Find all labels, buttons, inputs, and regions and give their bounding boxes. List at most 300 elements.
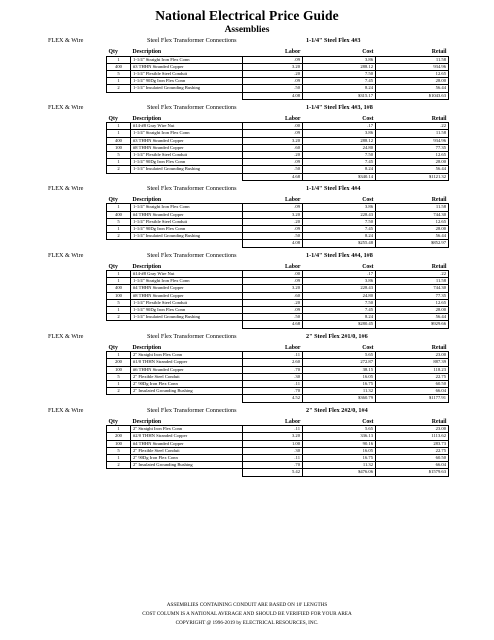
row-description: 1-1/4" Insulated Grounding Bushing [131,166,243,173]
row-description: 1-1/4" Flexible Steel Conduit [131,152,243,159]
total-blank-description [131,321,243,328]
total-blank-qty [107,321,131,328]
table-row [107,152,449,159]
row-labor: .11 [243,426,303,433]
row-description: 1-1/4" 90Dg Iron Flex Conn [131,225,243,232]
table-row [107,204,449,211]
section-assembly-name: 1-1/4" Steel Flex 4#3, 1#8 [306,103,373,111]
row-retail: 12.65 [376,218,449,225]
table-row [107,426,449,433]
row-retail: 60.50 [376,381,449,388]
row-qty: 2 [107,233,131,240]
row-description: 1-1/4" Flexible Steel Conduit [131,70,243,77]
row-retail: 77.35 [376,144,449,151]
row-cost: 7.50 [303,70,376,77]
table-row [107,56,449,63]
row-qty: 400 [107,285,131,292]
table-row [107,381,449,388]
table-row [107,299,449,306]
column-header-description: Description [131,343,243,352]
row-qty: 200 [107,359,131,366]
table-row [107,388,449,395]
row-labor: .20 [243,70,303,77]
total-retail: $1579.63 [376,469,449,476]
row-description: #8 THHN Stranded Copper [131,144,243,151]
row-retail: 28.00 [376,307,449,314]
row-cost: 8.24 [303,233,376,240]
row-description: 1-1/4" Straight Iron Flex Conn [131,278,243,285]
row-qty: 5 [107,70,131,77]
row-cost: 8.24 [303,166,376,173]
assembly-table [106,195,449,248]
row-qty: 1 [107,78,131,85]
table-row [107,447,449,454]
column-header-cost: Cost [303,343,376,352]
section-category: FLEX & Wire [48,406,84,414]
row-qty: 2 [107,462,131,469]
total-blank-description [131,92,243,99]
row-labor: .00 [243,271,303,278]
column-header-qty: Qty [107,417,131,426]
total-blank-qty [107,173,131,180]
row-qty: 2 [107,314,131,321]
row-cost: .17 [303,123,376,130]
total-cost: $315.17 [303,92,376,99]
row-description: 1-1/4" 90Dg Iron Flex Conn [131,78,243,85]
row-retail: 887.39 [376,359,449,366]
row-retail: 11.58 [376,130,449,137]
row-retail: 12.65 [376,299,449,306]
row-qty: 100 [107,366,131,373]
row-qty: 1 [107,204,131,211]
row-retail: 934.96 [376,63,449,70]
row-cost: 7.50 [303,218,376,225]
section-assembly-name: 1-1/4" Steel Flex 4#4, 1#8 [306,251,373,259]
table-row [107,166,449,173]
row-description: 1-1/4" 90Dg Iron Flex Conn [131,159,243,166]
table-row [107,159,449,166]
assembly-sections [0,35,494,479]
table-row [107,85,449,92]
row-cost: 8.24 [303,85,376,92]
row-labor: .20 [243,152,303,159]
row-description: 2" Flexible Steel Conduit [131,447,243,454]
section-connection-type: Steel Flex Transformer Connections [147,184,237,192]
table-row [107,307,449,314]
row-qty: 400 [107,137,131,144]
row-description: 2" 90Dg Iron Flex Conn [131,381,243,388]
row-labor: 3.20 [243,211,303,218]
column-header-qty: Qty [107,195,131,204]
row-cost: 7.45 [303,225,376,232]
row-description: 2" Insulated Grounding Bushing [131,388,243,395]
section-connection-type: Steel Flex Transformer Connections [147,37,237,44]
page-title: National Electrical Price Guide [155,8,339,23]
total-row [107,469,449,476]
row-retail: 283.73 [376,440,449,447]
row-labor: 2.60 [243,359,303,366]
row-qty: 5 [107,218,131,225]
row-labor: 3.20 [243,433,303,440]
section-header [0,405,494,417]
row-cost: 7.45 [303,78,376,85]
section-category: FLEX & Wire [48,37,84,44]
section-assembly-name: 1-1/4" Steel Flex 4#4 [306,184,361,192]
row-description: 1-1/4" Insulated Grounding Bushing [131,314,243,321]
row-retail: 12.65 [376,70,449,77]
column-header-retail: Retail [376,417,449,426]
row-labor: .09 [243,225,303,232]
total-labor: 5.42 [243,469,303,476]
total-cost: $255.48 [303,240,376,247]
row-labor: .20 [243,218,303,225]
row-cost: 3.86 [303,130,376,137]
column-header-cost: Cost [303,47,376,56]
table-row [107,233,449,240]
row-qty: 2 [107,85,131,92]
table-row [107,359,449,366]
row-retail: 77.35 [376,292,449,299]
row-description: 1-1/4" Straight Iron Flex Conn [131,56,243,63]
row-cost: .17 [303,271,376,278]
section-connection-type: Steel Flex Transformer Connections [147,103,237,111]
row-description: 1-1/4" Straight Iron Flex Conn [131,130,243,137]
row-labor: .70 [243,462,303,469]
total-row [107,321,449,328]
row-labor: .09 [243,307,303,314]
total-retail: $1121.32 [376,173,449,180]
table-row [107,373,449,380]
table-header-row [107,417,449,426]
total-blank-qty [107,240,131,247]
row-qty: 1 [107,307,131,314]
row-cost: 288.12 [303,63,376,70]
column-header-labor: Labor [243,417,303,426]
total-retail: $852.97 [376,240,449,247]
table-row [107,292,449,299]
table-row [107,137,449,144]
section-connection-type: Steel Flex Transformer Connections [147,332,237,340]
total-labor: 4.68 [243,173,303,180]
row-qty: 100 [107,440,131,447]
table-row [107,123,449,130]
row-cost: 7.45 [303,159,376,166]
row-cost: 3.86 [303,56,376,63]
total-row [107,173,449,180]
row-labor: .11 [243,381,303,388]
table-row [107,144,449,151]
row-retail: 23.00 [376,352,449,359]
row-qty: 100 [107,144,131,151]
assembly-table [106,47,449,100]
row-cost: 5.65 [303,426,376,433]
column-header-cost: Cost [303,417,376,426]
total-blank-description [131,469,243,476]
row-description: 1-1/4" Flexible Steel Conduit [131,218,243,225]
row-qty: 5 [107,299,131,306]
column-header-description: Description [131,195,243,204]
table-row [107,314,449,321]
footer-note-lengths: ASSEMBLIES CONTAINING CONDUIT ARE BASED ON 10' LENGTHS [166,602,328,608]
row-labor: .30 [243,447,303,454]
column-header-qty: Qty [107,262,131,271]
row-cost: 16.05 [303,447,376,454]
total-row [107,240,449,247]
row-cost: 38.15 [303,366,376,373]
column-header-cost: Cost [303,114,376,123]
row-description: #8 THHN Stranded Copper [131,292,243,299]
section-category: FLEX & Wire [48,332,84,340]
row-labor: .09 [243,78,303,85]
row-cost: 228.43 [303,211,376,218]
total-blank-description [131,240,243,247]
row-labor: .00 [243,123,303,130]
row-description: #14-#8 Gray Wire Nut [131,123,243,130]
table-row [107,63,449,70]
row-retail: 28.00 [376,159,449,166]
column-header-qty: Qty [107,114,131,123]
row-description: #2/0 THHN Stranded Copper [131,433,243,440]
row-cost: 90.16 [303,440,376,447]
section-header [0,183,494,195]
table-row [107,366,449,373]
page-subtitle: Assemblies [224,25,270,35]
column-header-description: Description [131,262,243,271]
assembly-table [106,343,449,403]
row-description: #3 THHN Stranded Copper [131,137,243,144]
row-retail: 56.44 [376,85,449,92]
table-row [107,462,449,469]
row-qty: 5 [107,152,131,159]
row-qty: 1 [107,159,131,166]
row-description: #4 THHN Stranded Copper [131,440,243,447]
row-qty: 100 [107,292,131,299]
row-retail: 22.75 [376,373,449,380]
column-header-retail: Retail [376,47,449,56]
row-description: #6 THHN Stranded Copper [131,366,243,373]
row-description: #4 THHN Stranded Copper [131,285,243,292]
row-retail: 11.58 [376,278,449,285]
row-qty: 1 [107,278,131,285]
row-description: 2" Straight Iron Flex Conn [131,426,243,433]
row-retail: 56.44 [376,233,449,240]
table-row [107,285,449,292]
section-assembly-name: 1-1/4" Steel Flex 4#3 [306,37,361,44]
row-retail: 66.04 [376,388,449,395]
row-cost: 7.45 [303,307,376,314]
row-qty: 1 [107,381,131,388]
row-qty: 5 [107,373,131,380]
row-labor: .09 [243,56,303,63]
section-spacer [0,477,494,479]
row-description: #3 THHN Stranded Copper [131,63,243,70]
row-retail: 56.44 [376,166,449,173]
table-header-row [107,343,449,352]
row-retail: 118.23 [376,366,449,373]
column-header-labor: Labor [243,195,303,204]
row-labor: .09 [243,278,303,285]
row-labor: 3.20 [243,63,303,70]
row-labor: .70 [243,366,303,373]
total-cost: $340.14 [303,173,376,180]
row-retail: 28.00 [376,78,449,85]
footer-note-cost: COST COLUMN IS A NATIONAL AVERAGE AND SHOULD BE VERIFIED FOR YOUR AREA [142,611,352,617]
table-row [107,454,449,461]
column-header-labor: Labor [243,114,303,123]
row-qty: 1 [107,225,131,232]
row-retail: .22 [376,271,449,278]
row-labor: .50 [243,233,303,240]
row-qty: 400 [107,63,131,70]
total-blank-qty [107,395,131,402]
row-labor: .11 [243,454,303,461]
row-description: 1-1/4" Insulated Grounding Bushing [131,85,243,92]
table-header-row [107,47,449,56]
row-qty: 200 [107,433,131,440]
row-cost: 5.65 [303,352,376,359]
row-retail: 11.58 [376,56,449,63]
row-labor: .11 [243,352,303,359]
row-cost: 24.80 [303,144,376,151]
row-cost: 3.86 [303,204,376,211]
table-row [107,225,449,232]
row-cost: 336.13 [303,433,376,440]
section-header [0,250,494,262]
row-labor: 1.00 [243,440,303,447]
total-blank-description [131,173,243,180]
assembly-table [106,262,449,329]
total-labor: 4.68 [243,321,303,328]
row-cost: 7.50 [303,299,376,306]
row-description: 1-1/4" 90Dg Iron Flex Conn [131,307,243,314]
row-description: #14-#8 Gray Wire Nut [131,271,243,278]
row-description: 2" 90Dg Iron Flex Conn [131,454,243,461]
table-row [107,218,449,225]
column-header-retail: Retail [376,195,449,204]
row-cost: 228.43 [303,285,376,292]
row-retail: 56.44 [376,314,449,321]
row-description: 2" Flexible Steel Conduit [131,373,243,380]
total-row [107,395,449,402]
table-row [107,211,449,218]
section-category: FLEX & Wire [48,103,84,111]
table-header-row [107,114,449,123]
column-header-qty: Qty [107,343,131,352]
row-retail: .22 [376,123,449,130]
table-row [107,433,449,440]
row-retail: 28.00 [376,225,449,232]
assembly-table [106,114,449,181]
section-assembly-name: 2" Steel Flex 2#1/0, 1#6 [306,332,368,340]
row-labor: .20 [243,299,303,306]
total-labor: 4.08 [243,240,303,247]
row-labor: .09 [243,159,303,166]
section-assembly-name: 2" Steel Flex 2#2/0, 1#4 [306,406,368,414]
row-retail: 23.00 [376,426,449,433]
total-retail: $1177.91 [376,395,449,402]
table-row [107,130,449,137]
column-header-cost: Cost [303,262,376,271]
row-qty: 1 [107,352,131,359]
total-labor: 4.08 [243,92,303,99]
total-retail: $1043.63 [376,92,449,99]
section-category: FLEX & Wire [48,251,84,259]
row-qty: 1 [107,271,131,278]
column-header-labor: Labor [243,343,303,352]
row-description: #4 THHN Stranded Copper [131,211,243,218]
table-row [107,352,449,359]
table-row [107,271,449,278]
section-connection-type: Steel Flex Transformer Connections [147,251,237,259]
column-header-description: Description [131,114,243,123]
row-cost: 16.05 [303,373,376,380]
row-retail: 11.58 [376,204,449,211]
row-labor: .70 [243,388,303,395]
table-row [107,70,449,77]
row-labor: .60 [243,144,303,151]
row-labor: .50 [243,314,303,321]
total-blank-qty [107,469,131,476]
row-labor: .09 [243,130,303,137]
row-qty: 1 [107,454,131,461]
row-qty: 1 [107,56,131,63]
table-header-row [107,195,449,204]
total-blank-description [131,395,243,402]
column-header-retail: Retail [376,262,449,271]
row-labor: .50 [243,85,303,92]
total-cost: $360.79 [303,395,376,402]
row-retail: 744.30 [376,211,449,218]
section-header [0,331,494,343]
section-connection-type: Steel Flex Transformer Connections [147,406,237,414]
row-labor: 3.20 [243,137,303,144]
row-cost: 16.75 [303,381,376,388]
row-cost: 3.86 [303,278,376,285]
row-labor: .50 [243,166,303,173]
section-header [0,35,494,47]
total-cost: $476.06 [303,469,376,476]
row-cost: 24.80 [303,292,376,299]
column-header-retail: Retail [376,114,449,123]
column-header-labor: Labor [243,47,303,56]
row-retail: 60.50 [376,454,449,461]
row-retail: 1113.62 [376,433,449,440]
row-description: #1/0 THHN Stranded Copper [131,359,243,366]
row-qty: 400 [107,211,131,218]
row-description: 2" Insulated Grounding Bushing [131,462,243,469]
row-description: 1-1/4" Flexible Steel Conduit [131,299,243,306]
row-description: 2" Straight Iron Flex Conn [131,352,243,359]
row-cost: 16.75 [303,454,376,461]
row-qty: 5 [107,447,131,454]
row-cost: 7.50 [303,152,376,159]
column-header-description: Description [131,47,243,56]
row-labor: 3.20 [243,285,303,292]
row-qty: 2 [107,388,131,395]
section-category: FLEX & Wire [48,184,84,192]
table-row [107,278,449,285]
row-labor: .60 [243,292,303,299]
row-qty: 1 [107,426,131,433]
column-header-cost: Cost [303,195,376,204]
assembly-table [106,417,449,477]
row-retail: 744.30 [376,285,449,292]
row-cost: 8.24 [303,314,376,321]
table-row [107,78,449,85]
total-retail: $929.66 [376,321,449,328]
row-retail: 22.75 [376,447,449,454]
total-cost: $280.45 [303,321,376,328]
